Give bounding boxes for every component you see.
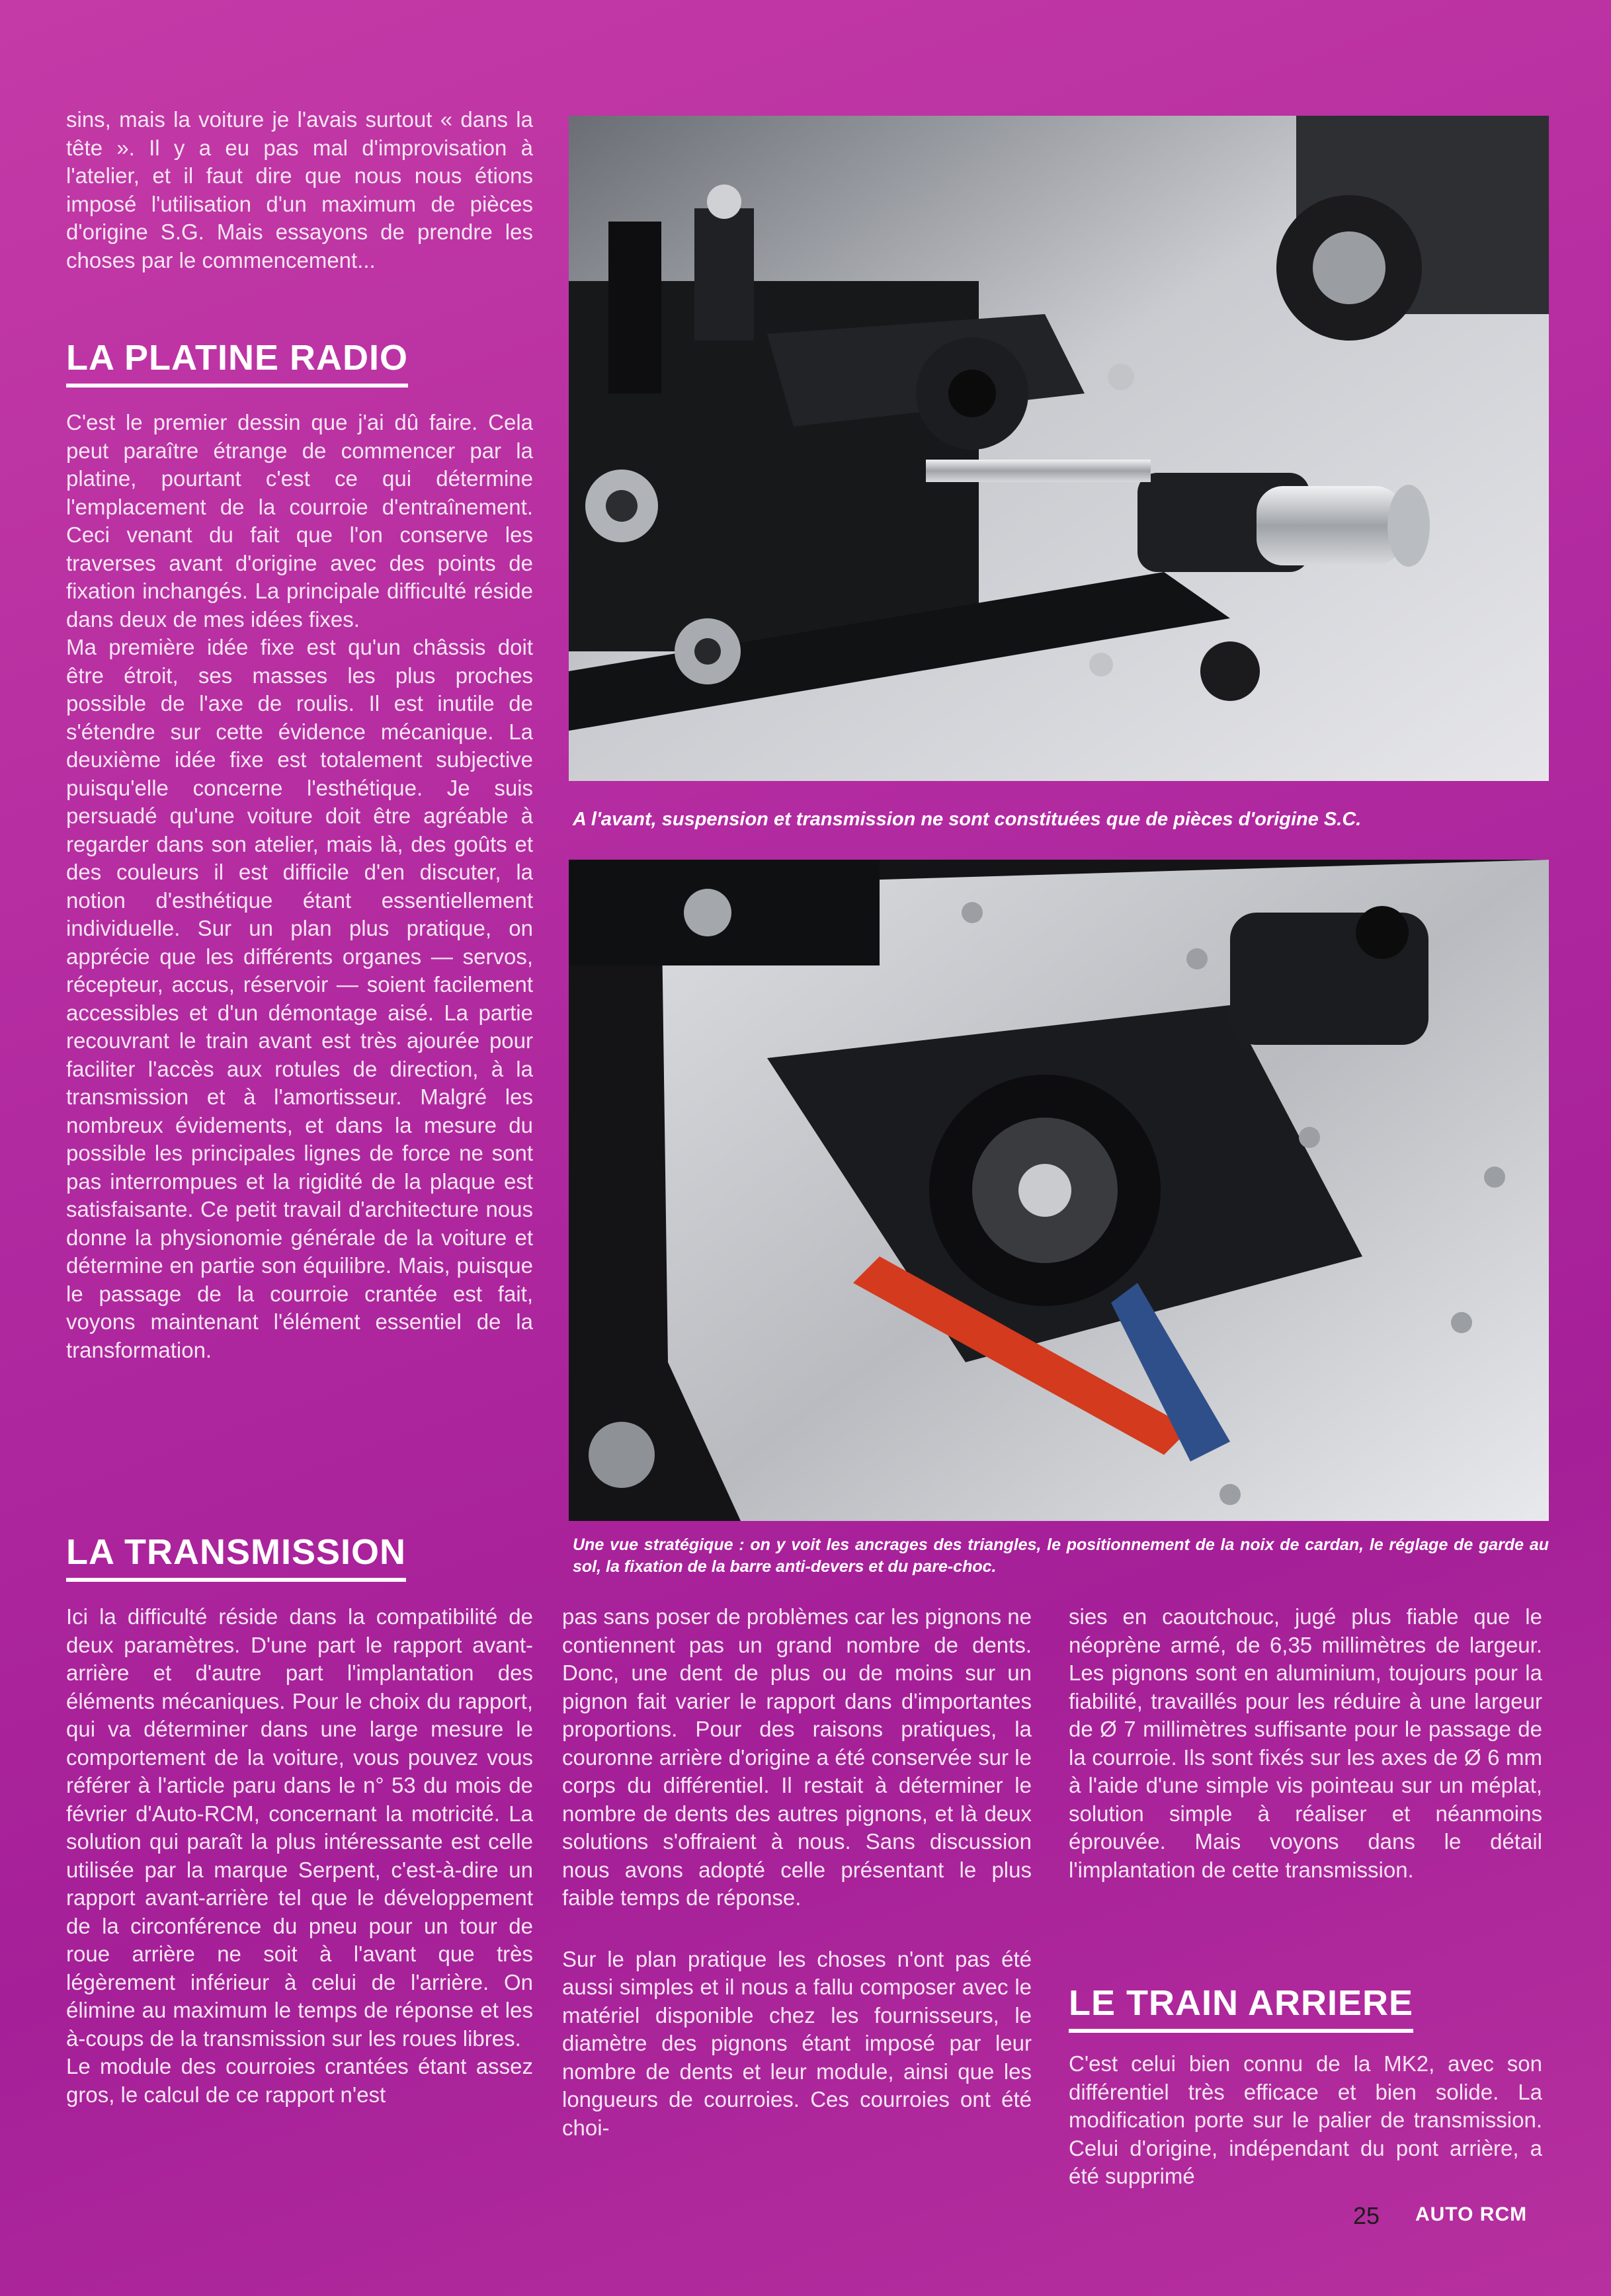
column-3-paragraph-1: sies en caoutchouc, jugé plus fiable que le néoprène armé, de 6,35 millimètres de largeur. Les pignons sont en aluminium, toujours pour la fiabilité, travaillés pour les réduire à une largeur de Ø 7 millimètres suffisante pour le passage de la courroie. Ils sont fixés sur les axes de Ø 6 mm à l'aide d'une simple vis pointeau sur un méplat, solution simple à réaliser et néanmoins éprouvée. Mais voyons dans le détail l'implantation de cette transmission. [1069, 1604, 1542, 1882]
column-2 [562, 1603, 1032, 2142]
transmission-paragraph-1: Ici la difficulté réside dans la compatibilité de deux paramètres. D'une part le rapport avant-arrière et d'autre part l'implantation des éléments mécaniques. Pour le choix du rapport, qui va déterminer dans une large mesure le comportement de la voiture, vous pouvez vous référer à l'article paru dans le n° 53 du mois de février d'Auto-RCM, concernant la motricité. La solution qui paraît la plus intéressante est celle utilisée par la marque Serpent, c'est-à-dire un rapport avant-arrière tel que le développement de la circonférence du pneu pour un tour de roue arrière ne soit à l'avant que très légèrement inférieur à celui de l'arrière. On élimine au maximum le temps de réponse et les à-coups de la transmission sur les roues libres. [66, 1604, 533, 2051]
intro-paragraph: sins, mais la voiture je l'avais surtout « dans la tête ». Il y a eu pas mal d'improvisation à l'atelier, et il faut dire que nous nous étions imposé l'utilisation d'un maximum de pièces d'origine S.G. Mais essayons de prendre les choses par le commencement... [66, 107, 533, 272]
caption-photo-2: Une vue stratégique : on y voit les ancrages des triangles, le positionnement de la noix de cardan, le réglage de garde au sol, la fixation de la barre anti-devers et du pare-choc. [573, 1536, 1549, 1576]
train-arriere-paragraph: C'est celui bien connu de la MK2, avec son différentiel très efficace et bien solide. La modification porte sur le palier de transmission. Celui d'origine, indépendant du pont arrière, a été supprimé [1069, 2051, 1542, 2188]
column-3-train [1069, 2050, 1542, 2191]
column-1-platine [66, 409, 533, 1364]
platine-paragraph-2: Ma première idée fixe est qu'un châssis doit être étroit, ses masses les plus proches possible de l'axe de roulis. Il est inutile de s'étendre sur cette évidence mécanique. La deuxième idée fixe est totalement subjective puisqu'elle concerne l'esthétique. Je suis persuadé qu'une voiture doit être agréable à regarder dans son atelier, mais là, des goûts et des couleurs il est difficile d'en discuter, la notion d'esthétique étant essentiellement individuelle. Sur un plan plus pratique, on apprécie que les différents organes — servos, récepteur, accus, réservoir — soient facilement accessibles et d'un démontage aisé. La partie recouvrant le train avant est très ajourée pour faciliter l'accès aux rotules de direction, à la transmission et à l'amortisseur. Malgré les nombreux évidements, et dans la mesure du possible les principales lignes de force ne sont pas interrompues et la rigidité de la plaque est satisfaisante. Ce petit travail d'architecture nous donne la physionomie générale de la voiture et détermine en partie son équilibre. Mais, puisque le passage de la courroie crantée est fait, voyons maintenant l'élément essentiel de la transformation. [66, 635, 533, 1362]
magazine-name: AUTO RCM [1415, 2203, 1528, 2225]
caption-photo-1: A l'avant, suspension et transmission ne sont constituées que de pièces d'origine S.C. [573, 809, 1362, 830]
column-2-paragraph-1: pas sans poser de problèmes car les pignons ne contiennent pas un grand nombre de dents. Donc, une dent de plus ou de moins sur un pignon fait varier le rapport dans d'importantes proportions. Pour des raisons pratiques, la couronne arrière d'origine a été conservée sur le corps du différentiel. Il restait à déterminer le nombre de dents des autres pignons, et là deux solutions s'offraient à nous. Sans discussion nous avons adopté celle présentant le plus faible temps de réponse. [562, 1604, 1032, 1910]
photo-chassis-overview [569, 860, 1549, 1521]
photo-front-suspension [569, 116, 1549, 781]
platine-paragraph-1: C'est le premier dessin que j'ai dû faire. Cela peut paraître étrange de commencer par la platine, pourtant c'est ce qui détermine l'emplacement de la courroie d'entraînement. Ceci venant du fait que l'on conserve les traverses avant d'origine avec des points de fixation inchangés. La principale difficulté réside dans deux de mes idées fixes. [66, 410, 533, 632]
column-1-intro [66, 106, 533, 274]
column-2-paragraph-2: Sur le plan pratique les choses n'ont pas été aussi simples et il nous a fallu composer avec le matériel disponible chez les fournisseurs, le diamètre des pignons étant imposé par leur nombre de dents et leur module, ainsi que les longueurs de courroies. Ces courroies ont été choi- [562, 1946, 1032, 2140]
column-3 [1069, 1603, 1542, 1884]
heading-transmission: LA TRANSMISSION [66, 1532, 406, 1582]
page-number: 25 [1353, 2202, 1380, 2229]
heading-train-arriere: LE TRAIN ARRIERE [1069, 1983, 1413, 2033]
transmission-paragraph-2: Le module des courroies crantées étant assez gros, le calcul de ce rapport n'est [66, 2054, 533, 2107]
heading-platine-radio: LA PLATINE RADIO [66, 337, 408, 388]
column-1-transmission [66, 1603, 533, 2109]
